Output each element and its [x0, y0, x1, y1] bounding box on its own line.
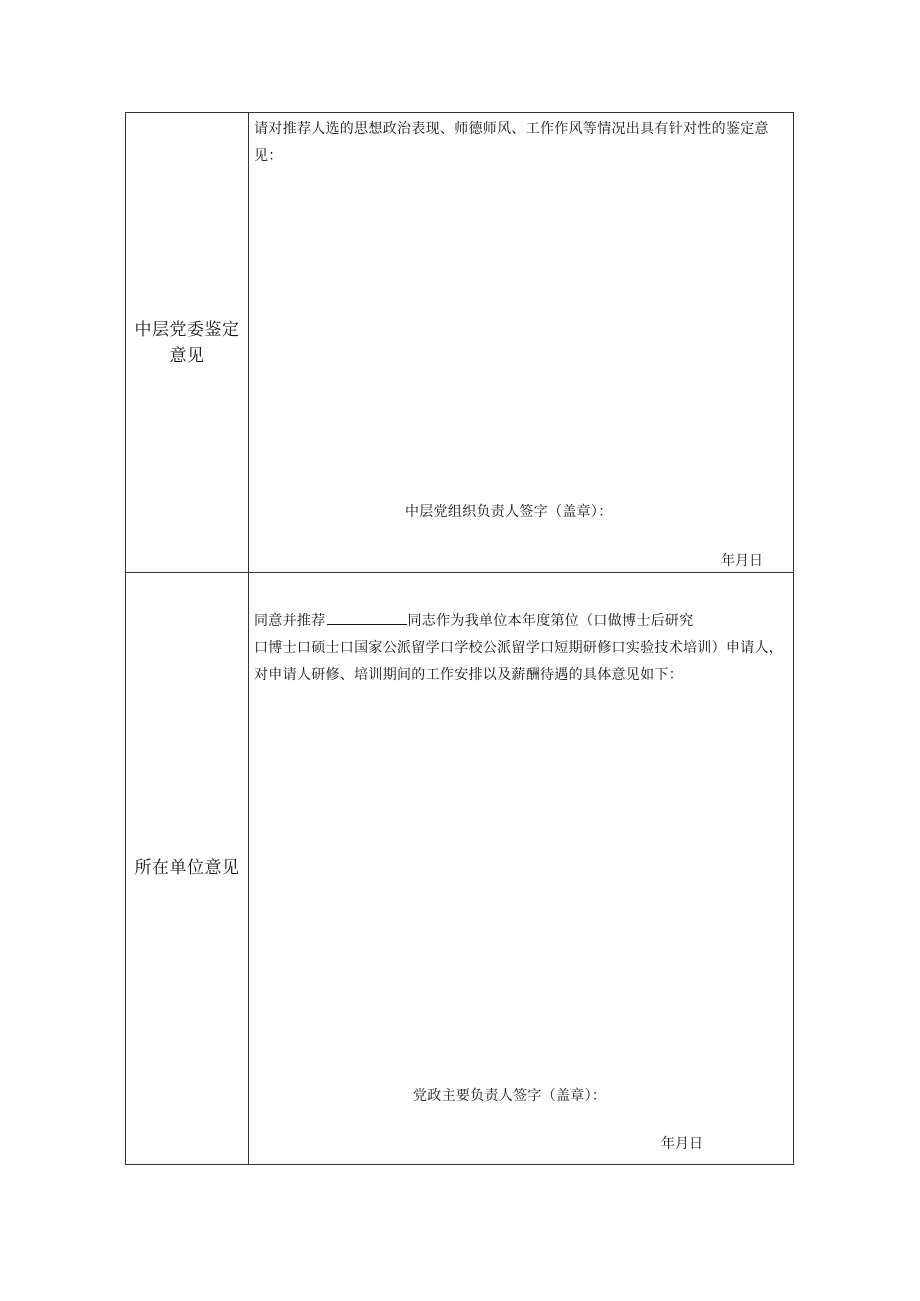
party-committee-date: 年月日 — [721, 553, 763, 569]
recommend-prefix: 同意并推荐 — [254, 613, 326, 629]
unit-opinion-row — [126, 572, 793, 1164]
recommend-line1: 同志作为我单位本年度第位（口做博士后研究 — [407, 613, 694, 629]
unit-opinion-label: 所在单位意见 — [126, 572, 249, 1164]
opinion-form-table — [125, 112, 794, 1165]
party-leader-signature-label: 中层党组织负责人签字（盖章）： — [405, 504, 613, 520]
party-committee-opinion-row — [126, 113, 793, 573]
admin-leader-signature-label: 党政主要负责人签字（盖章）： — [413, 1088, 607, 1104]
recommend-line2: 口博士口硕士口国家公派留学口学校公派留学口短期研修口实验技术培训）申请人，对申请人研修、培训期间的工作安排以及薪酬待遇的具体意见如下： — [254, 640, 784, 683]
nominee-name-blank[interactable] — [327, 610, 407, 625]
unit-opinion-field[interactable] — [250, 572, 793, 1164]
unit-opinion-date: 年月日 — [661, 1136, 703, 1152]
party-committee-opinion-field[interactable] — [250, 113, 793, 572]
party-committee-opinion-label: 中层党委鉴定意见 — [126, 113, 249, 572]
party-committee-instruction: 请对推荐人选的思想政治表现、师德师风、工作作风等情况出具有针对性的鉴定意见： — [254, 121, 769, 164]
unit-recommendation-text — [254, 608, 789, 689]
